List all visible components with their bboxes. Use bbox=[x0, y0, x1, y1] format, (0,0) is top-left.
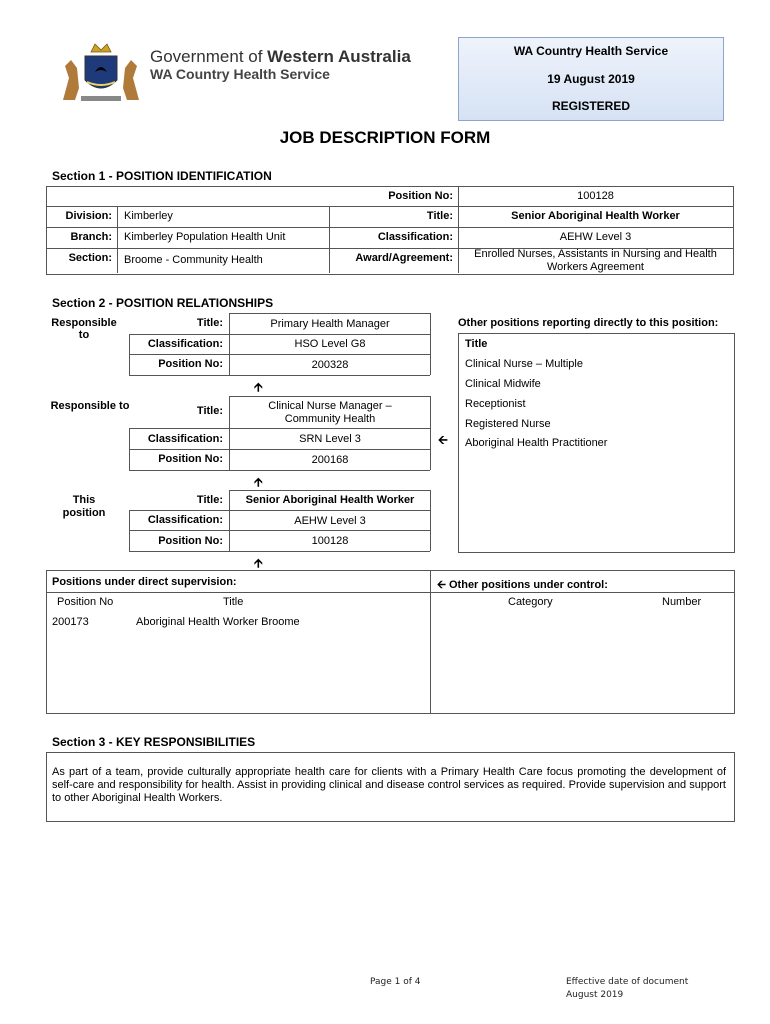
award-label: Award/Agreement: bbox=[355, 252, 453, 264]
block1-class-label: Classification: bbox=[147, 338, 223, 350]
sup-row-position-no: 200173 bbox=[52, 616, 89, 628]
title-value: Senior Aboriginal Health Worker bbox=[511, 210, 680, 222]
arrow-up-icon: 🡩 bbox=[254, 475, 263, 489]
sup-col-title: Title bbox=[223, 596, 244, 608]
gov-heading-part2: Western Australia bbox=[267, 47, 411, 66]
section2-heading: Section 2 - POSITION RELATIONSHIPS bbox=[52, 296, 274, 310]
arrow-left-icon: 🡨 bbox=[437, 579, 446, 591]
block3-posno-value: 100128 bbox=[311, 535, 349, 547]
block2-title-value: Clinical Nurse Manager – Community Health bbox=[268, 400, 392, 425]
stamp-line-3: REGISTERED bbox=[551, 99, 630, 113]
arrow-up-icon: 🡩 bbox=[254, 380, 263, 394]
block3-class-label: Classification: bbox=[147, 514, 223, 526]
under-control-heading bbox=[437, 576, 608, 595]
other-position-item: Receptionist bbox=[465, 398, 526, 410]
stamp-line-1: WA Country Health Service bbox=[513, 44, 669, 58]
block3-class-value: AEHW Level 3 bbox=[294, 515, 366, 527]
other-position-item: Clinical Nurse – Multiple bbox=[465, 358, 583, 370]
section-value: Broome - Community Health bbox=[124, 254, 263, 266]
ctrl-col-category: Category bbox=[508, 596, 553, 608]
block1-title-value: Primary Health Manager bbox=[270, 318, 390, 330]
block1-posno-label: Position No: bbox=[158, 358, 223, 370]
government-heading bbox=[150, 47, 411, 67]
block2-class-value: SRN Level 3 bbox=[299, 433, 361, 445]
other-position-item: Aboriginal Health Practitioner bbox=[465, 437, 608, 449]
sup-col-position-no: Position No bbox=[57, 596, 114, 608]
this-position-label: This position bbox=[62, 494, 106, 519]
effective-date-label: Effective date of document bbox=[566, 977, 689, 987]
classification-value: AEHW Level 3 bbox=[559, 231, 632, 243]
effective-date-value: August 2019 bbox=[566, 990, 624, 1000]
block1-title-label: Title: bbox=[196, 317, 223, 329]
block2-title-label: Title: bbox=[196, 405, 223, 417]
branch-value: Kimberley Population Health Unit bbox=[124, 231, 286, 243]
block3-posno-label: Position No: bbox=[158, 535, 223, 547]
agency-name: WA Country Health Service bbox=[150, 66, 330, 82]
other-position-item: Clinical Midwife bbox=[465, 378, 541, 390]
section1-heading: Section 1 - POSITION IDENTIFICATION bbox=[52, 169, 272, 183]
page-number: Page 1 of 4 bbox=[370, 977, 421, 987]
section-label: Section: bbox=[68, 252, 112, 264]
key-responsibilities-text: As part of a team, provide culturally appropriate health care for clients with a Primary Health Care focus promoting the development of self-care and responsibility for health. Assist in providing clinical and disease control services as required. Provide supervision and support to other Aboriginal Health Workers. bbox=[52, 766, 726, 804]
award-value: Enrolled Nurses, Assistants in Nursing and Health Workers Agreement bbox=[474, 248, 717, 273]
arrow-left-icon: 🡨 bbox=[438, 433, 448, 447]
division-value: Kimberley bbox=[124, 210, 173, 222]
block1-posno-value: 200328 bbox=[311, 359, 349, 371]
position-no-label: Position No: bbox=[388, 190, 453, 202]
registration-stamp bbox=[458, 37, 724, 121]
stamp-line-2: 19 August 2019 bbox=[547, 72, 635, 86]
ctrl-col-number: Number bbox=[662, 596, 702, 608]
other-positions-heading: Other positions reporting directly to this position: bbox=[458, 317, 719, 329]
sup-row-title: Aboriginal Health Worker Broome bbox=[136, 616, 300, 628]
position-no-value: 100128 bbox=[577, 190, 614, 202]
wa-crest-logo bbox=[55, 38, 147, 104]
gov-heading-part1: Government of bbox=[150, 47, 268, 66]
branch-label: Branch: bbox=[70, 231, 112, 243]
section3-heading: Section 3 - KEY RESPONSIBILITIES bbox=[52, 735, 256, 749]
block2-posno-label: Position No: bbox=[158, 453, 223, 465]
under-control-label: Other positions under control: bbox=[449, 579, 608, 591]
block2-posno-value: 200168 bbox=[311, 454, 349, 466]
title-label: Title: bbox=[426, 210, 453, 222]
division-label: Division: bbox=[65, 210, 112, 222]
arrow-up-icon: 🡩 bbox=[254, 556, 263, 570]
block3-title-label: Title: bbox=[196, 494, 223, 506]
responsible-to-label-2: Responsible to bbox=[50, 400, 130, 412]
responsible-to-label-1: Responsible to bbox=[51, 317, 117, 341]
other-position-item: Registered Nurse bbox=[465, 418, 551, 430]
block1-class-value: HSO Level G8 bbox=[294, 338, 366, 350]
under-supervision-heading: Positions under direct supervision: bbox=[52, 576, 237, 588]
classification-label: Classification: bbox=[377, 231, 453, 243]
block3-title-value: Senior Aboriginal Health Worker bbox=[245, 494, 415, 506]
other-title-header: Title bbox=[465, 338, 488, 350]
form-title: JOB DESCRIPTION FORM bbox=[279, 128, 491, 147]
block2-class-label: Classification: bbox=[147, 433, 223, 445]
